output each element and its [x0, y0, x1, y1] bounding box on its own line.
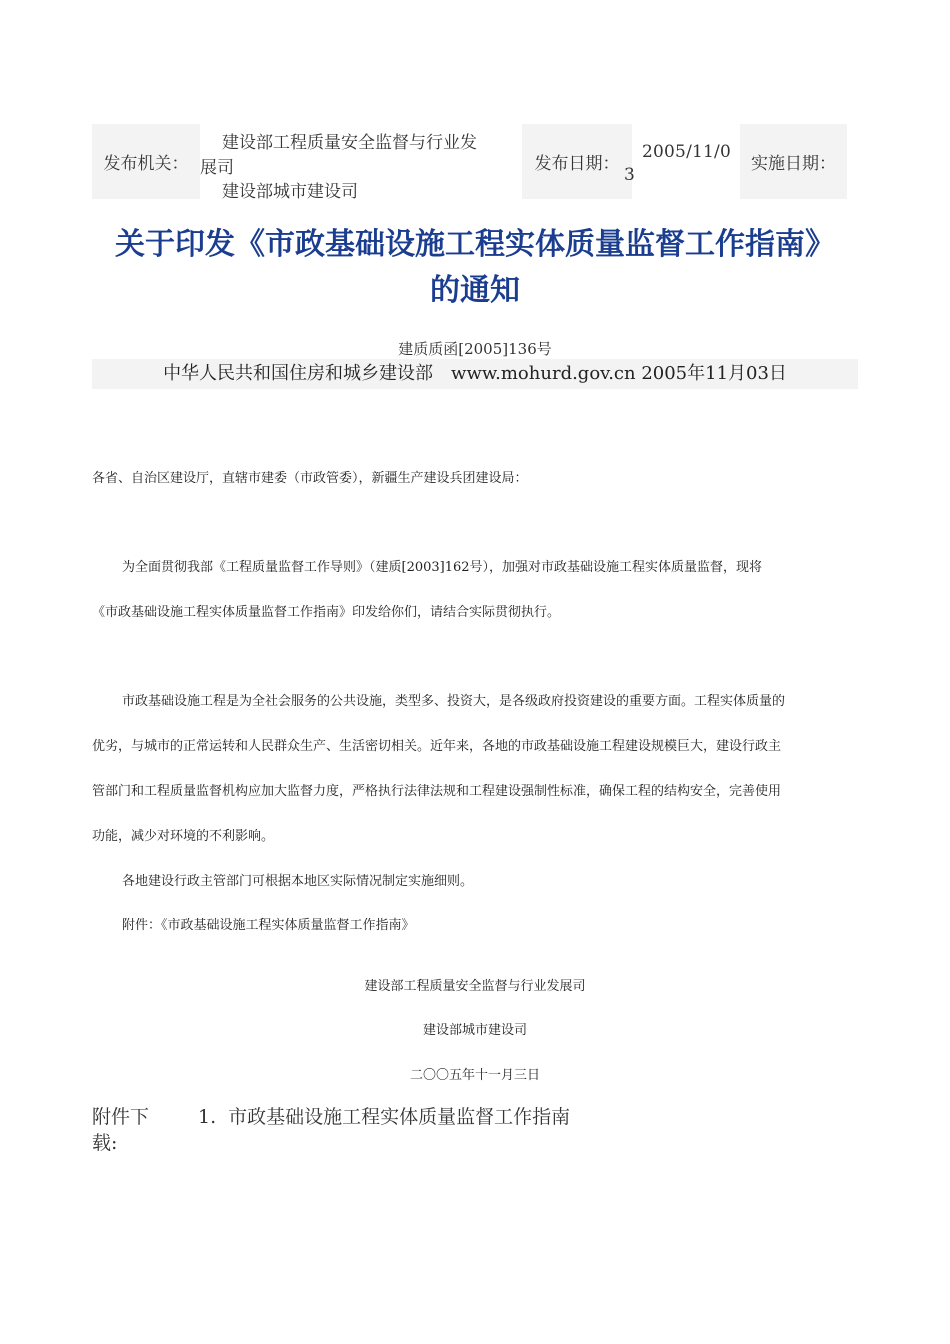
- publish-date-value-cell: [624, 124, 740, 199]
- attachment-label-line1: 附件下: [92, 1106, 150, 1128]
- para2-line2: 优劣，与城市的正常运转和人民群众生产、生活密切相关。近年来，各地的市政基础设施工程建设规模巨大，建设行政主: [92, 739, 782, 754]
- issuer-label-cell: [92, 124, 200, 199]
- effective-date-label-cell: [740, 124, 847, 199]
- para2-line1: 市政基础设施工程是为全社会服务的公共设施，类型多、投资大，是各级政府投资建设的重要方面。工程实体质量的: [122, 694, 786, 709]
- attachment-note: 附件：《市政基础设施工程实体质量监督工作指南》: [122, 918, 415, 933]
- para1-line1: 为全面贯彻我部《工程质量监督工作导则》（建质[2003]162号），加强对市政基础设施工程实体质量监督，现将: [122, 560, 763, 575]
- doc-number: 建质质函[2005]136号: [398, 340, 552, 358]
- signature-2: 建设部城市建设司: [422, 1023, 527, 1038]
- para2-line4: 功能，减少对环境的不利影响。: [92, 829, 275, 844]
- issuer-line-3: 建设部城市建设司: [222, 182, 358, 202]
- signature-date: 二〇〇五年十一月三日: [409, 1068, 540, 1083]
- meta-table: [92, 124, 847, 202]
- para2-line3: 管部门和工程质量监督机构应加大监督力度，严格执行法律法规和工程建设强制性标准，确保工程的结构安全，完善使用: [92, 784, 782, 799]
- page-title: [92, 222, 858, 314]
- title-line-1: 关于印发《市政基础设施工程实体质量监督工作指南》: [115, 227, 835, 262]
- effective-date-label: 实施日期：: [751, 154, 836, 174]
- publish-date-label-cell: [522, 124, 632, 199]
- para1-line2: 《市政基础设施工程实体质量监督工作指南》印发给你们，请结合实际贯彻执行。: [92, 605, 561, 620]
- salutation: 各省、自治区建设厅，直辖市建委（市政管委），新疆生产建设兵团建设局：: [92, 471, 528, 486]
- title-line-2: 的通知: [430, 273, 520, 308]
- issuer-label: 发布机关：: [103, 154, 189, 174]
- attachment-link-1[interactable]: [198, 1102, 570, 1129]
- attachment-number: 1.: [198, 1106, 217, 1128]
- source-line: 中华人民共和国住房和城乡建设部 www.mohurd.gov.cn 2005年11月03日: [92, 359, 858, 389]
- issuer-line-1: 建设部工程质量安全监督与行业发: [222, 133, 477, 153]
- attachment-label-line2: 载:: [92, 1132, 118, 1154]
- publish-date-label: 发布日期：: [534, 154, 620, 174]
- issuer-value-cell: [200, 124, 522, 202]
- signature-1: 建设部工程质量安全监督与行业发展司: [364, 979, 586, 994]
- publish-date-line-2: 3: [624, 165, 635, 185]
- publish-date-line-1: 2005/11/0: [642, 142, 731, 162]
- attachment-name: 市政基础设施工程实体质量监督工作指南: [228, 1106, 571, 1128]
- issuer-line-2: 展司: [200, 158, 234, 178]
- para3: 各地建设行政主管部门可根据本地区实际情况制定实施细则。: [122, 874, 474, 889]
